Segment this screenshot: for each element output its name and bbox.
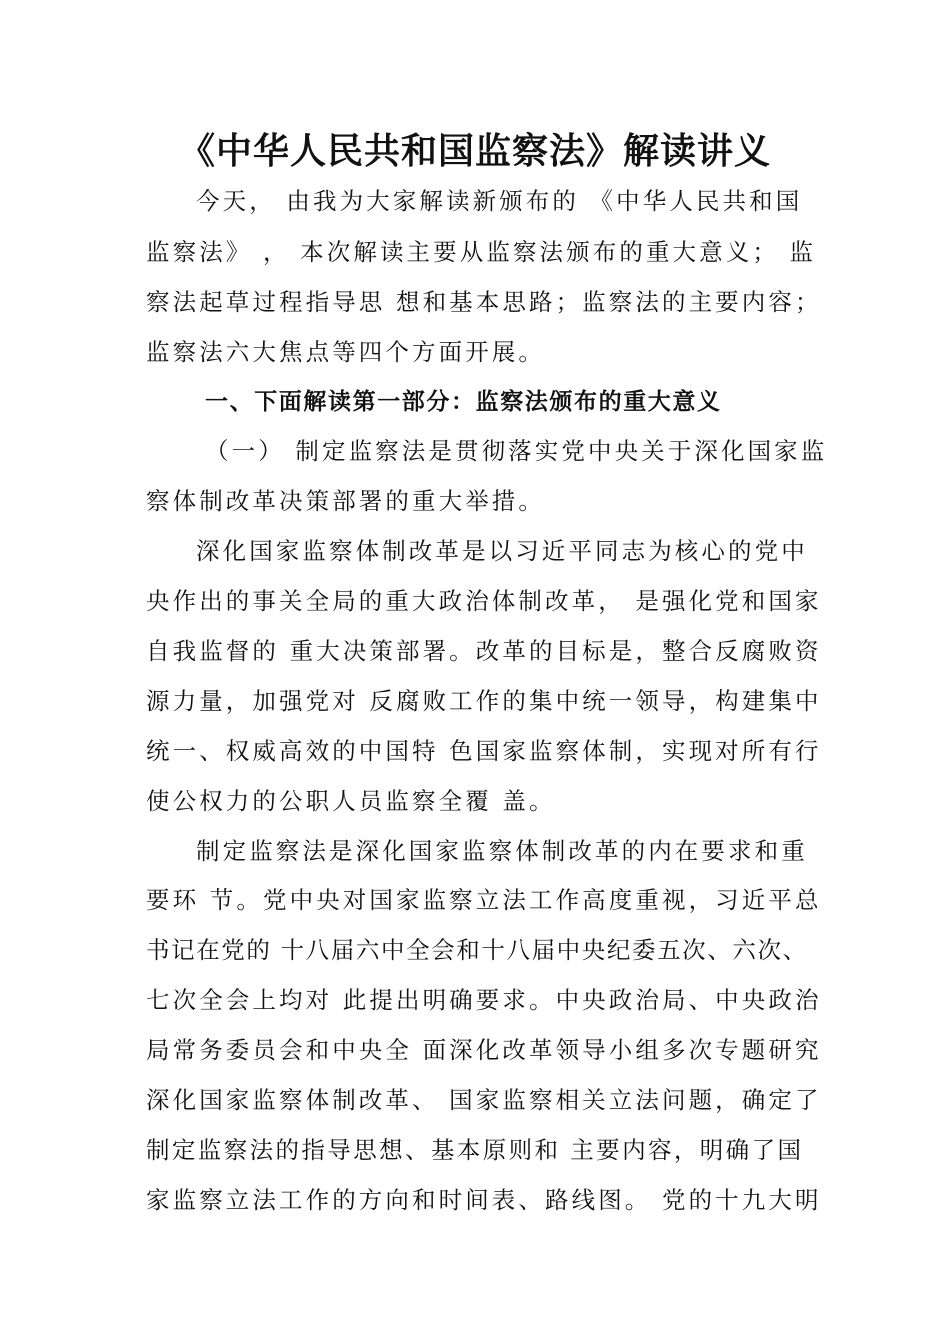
paragraph-line: 要环 节。党中央对国家监察立法工作高度重视，习近平总 (146, 886, 822, 914)
document-title: 《中华人民共和国监察法》解读讲义 (178, 131, 771, 172)
paragraph-line: 央作出的事关全局的重大政治体制改革， 是强化党和国家 (146, 587, 822, 615)
paragraph-line: 局常务委员会和中央全 面深化改革领导小组多次专题研究 (146, 1036, 822, 1064)
paragraph-line: 监察法六大焦点等四个方面开展。 (146, 338, 545, 366)
paragraph-line: 使公权力的公职人员监察全覆 盖。 (146, 787, 556, 815)
paragraph-line: 七次全会上均对 此提出明确要求。中央政治局、中央政治 (146, 986, 822, 1014)
section-heading: 一、下面解读第一部分：监察法颁布的重大意义 (205, 389, 722, 415)
paragraph-line: 深化国家监察体制改革、 国家监察相关立法问题，确定了 (146, 1086, 822, 1114)
paragraph-line: 监察法》 ， 本次解读主要从监察法颁布的重大意义； 监 (146, 238, 817, 266)
paragraph-line: 源力量，加强党对 反腐败工作的集中统一领导，构建集中 (146, 687, 822, 715)
paragraph-line: 统一、权威高效的中国特 色国家监察体制，实现对所有行 (146, 737, 822, 765)
paragraph-line: 察体制改革决策部署的重大举措。 (146, 487, 545, 515)
paragraph-line: 自我监督的 重大决策部署。改革的目标是，整合反腐败资 (146, 637, 822, 665)
paragraph-line: 家监察立法工作的方向和时间表、路线图。 党的十九大明 (146, 1186, 822, 1214)
paragraph-line: 今天， 由我为大家解读新颁布的 《中华人民共和国 (196, 187, 803, 215)
paragraph-line: （一） 制定监察法是贯彻落实党中央关于深化国家监 (205, 437, 828, 465)
paragraph-line: 察法起草过程指导思 想和基本思路；监察法的主要内容； (146, 288, 822, 316)
paragraph-line: 深化国家监察体制改革是以习近平同志为核心的党中 (196, 537, 808, 565)
paragraph-line: 制定监察法的指导思想、基本原则和 主要内容，明确了国 (146, 1136, 804, 1164)
paragraph-line: 制定监察法是深化国家监察体制改革的内在要求和重 (196, 837, 808, 865)
paragraph-line: 书记在党的 十八届六中全会和十八届中央纪委五次、六次、 (146, 936, 808, 964)
